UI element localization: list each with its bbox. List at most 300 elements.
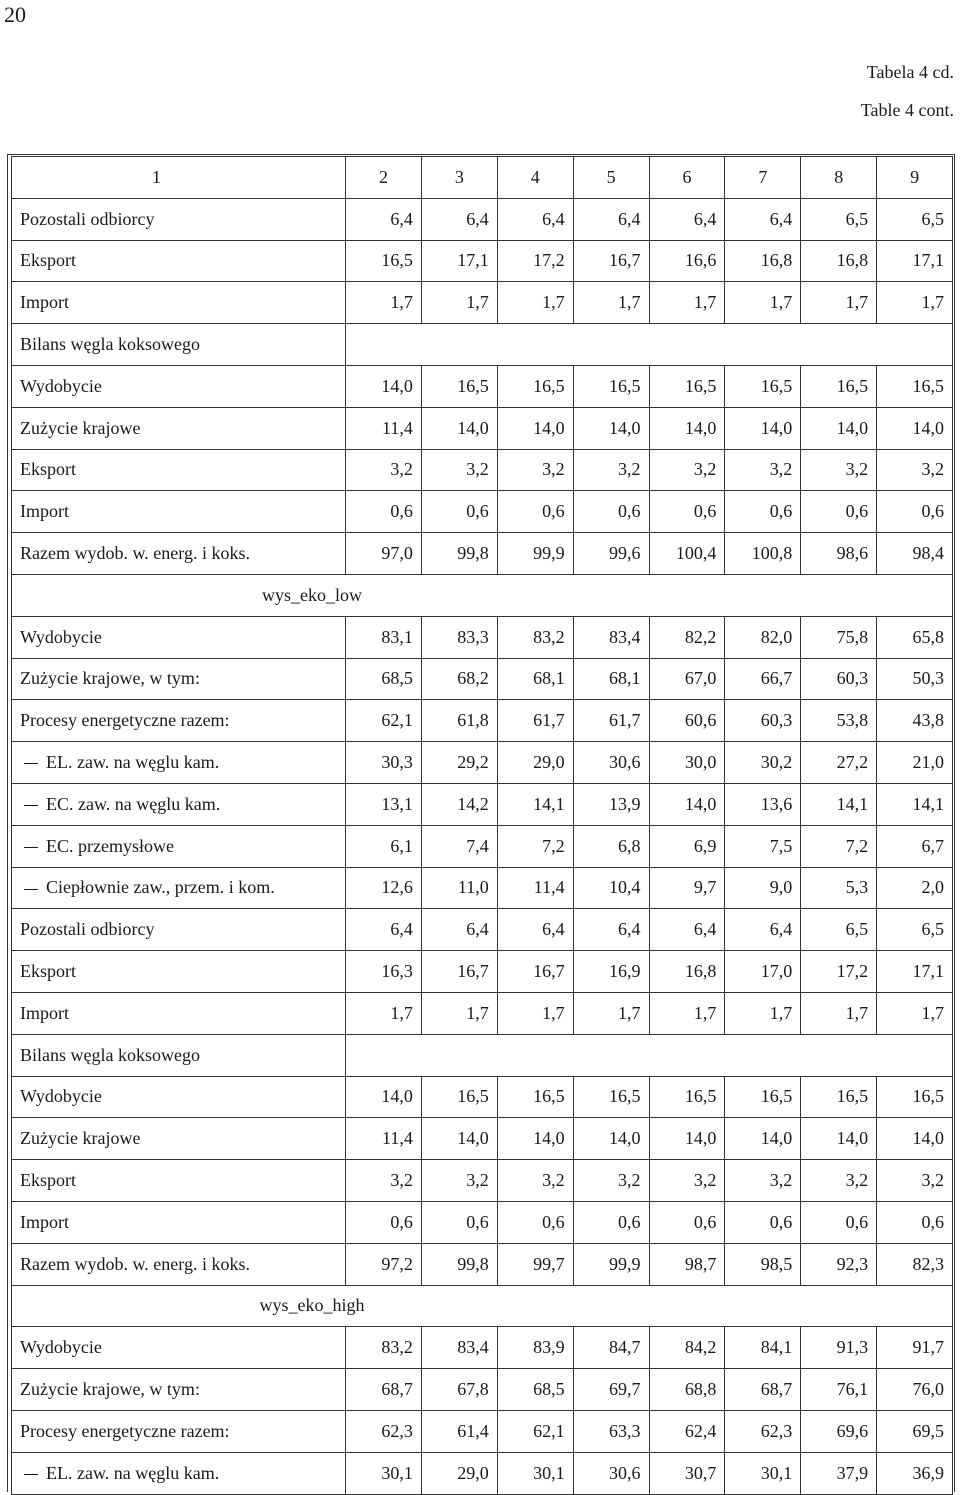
value-cell: 14,0: [346, 1076, 422, 1118]
value-cell: 16,5: [421, 1076, 497, 1118]
row-label: Procesy energetyczne razem:: [20, 710, 230, 731]
value-cell: 14,0: [421, 407, 497, 449]
value-cell: 0,6: [346, 1201, 422, 1243]
table-row: [12, 1369, 953, 1411]
row-label-cell: [12, 992, 346, 1034]
table-row: [12, 616, 953, 658]
row-label: EC. przemysłowe: [46, 835, 174, 856]
value-cell: 14,0: [497, 1118, 573, 1160]
table-row: [12, 198, 953, 240]
value-cell: 0,6: [877, 491, 953, 533]
row-label-cell: [12, 449, 346, 491]
value-cell: 68,5: [346, 658, 422, 700]
data-table: [11, 156, 953, 1495]
value-cell: 16,5: [649, 1076, 725, 1118]
value-cell: 6,4: [497, 198, 573, 240]
table-row: [12, 1327, 953, 1369]
row-label: Eksport: [20, 459, 76, 480]
value-cell: 99,8: [421, 1243, 497, 1285]
value-cell: 1,7: [877, 992, 953, 1034]
value-cell: 83,9: [497, 1327, 573, 1369]
table-row: [12, 951, 953, 993]
value-cell: 14,0: [725, 407, 801, 449]
value-cell: 14,1: [877, 783, 953, 825]
value-cell: 62,1: [497, 1410, 573, 1452]
row-label: Zużycie krajowe, w tym:: [20, 668, 200, 689]
table-row: [12, 867, 953, 909]
value-cell: 14,0: [649, 783, 725, 825]
row-label: Razem wydob. w. energ. i koks.: [20, 1253, 250, 1274]
row-label-cell: [12, 324, 346, 366]
column-header: 3: [421, 157, 497, 199]
value-cell: 91,7: [877, 1327, 953, 1369]
value-cell: 100,8: [725, 533, 801, 575]
value-cell: 6,4: [573, 909, 649, 951]
value-cell: 16,5: [801, 365, 877, 407]
value-cell: 30,0: [649, 742, 725, 784]
table-row: [12, 1034, 953, 1076]
value-cell: 29,0: [421, 1452, 497, 1494]
empty-value-cell: [346, 324, 953, 366]
value-cell: 6,5: [877, 198, 953, 240]
value-cell: 16,9: [573, 951, 649, 993]
value-cell: 9,7: [649, 867, 725, 909]
value-cell: 9,0: [725, 867, 801, 909]
table-row: [12, 658, 953, 700]
row-label: Wydobycie: [20, 1086, 102, 1107]
value-cell: 14,0: [877, 407, 953, 449]
value-cell: 1,7: [801, 282, 877, 324]
value-cell: 16,5: [497, 365, 573, 407]
value-cell: 30,1: [346, 1452, 422, 1494]
value-cell: 16,5: [573, 1076, 649, 1118]
value-cell: 62,3: [725, 1410, 801, 1452]
value-cell: 99,9: [573, 1243, 649, 1285]
value-cell: 84,1: [725, 1327, 801, 1369]
row-label: Eksport: [20, 961, 76, 982]
value-cell: 14,0: [725, 1118, 801, 1160]
value-cell: 61,7: [497, 700, 573, 742]
value-cell: 62,4: [649, 1410, 725, 1452]
value-cell: 3,2: [573, 449, 649, 491]
value-cell: 6,5: [801, 198, 877, 240]
value-cell: 50,3: [877, 658, 953, 700]
value-cell: 14,0: [801, 1118, 877, 1160]
value-cell: 83,2: [497, 616, 573, 658]
table-row: [12, 1118, 953, 1160]
value-cell: 1,7: [497, 992, 573, 1034]
column-header: 6: [649, 157, 725, 199]
row-label: Import: [20, 1211, 69, 1232]
value-cell: 6,5: [801, 909, 877, 951]
value-cell: 16,8: [801, 240, 877, 282]
value-cell: 14,0: [649, 407, 725, 449]
table-row: [12, 240, 953, 282]
value-cell: 83,2: [346, 1327, 422, 1369]
table-row: [12, 491, 953, 533]
value-cell: 82,2: [649, 616, 725, 658]
row-label: Eksport: [20, 250, 76, 271]
value-cell: 83,4: [421, 1327, 497, 1369]
value-cell: 65,8: [877, 616, 953, 658]
value-cell: 6,4: [573, 198, 649, 240]
column-header: 9: [877, 157, 953, 199]
value-cell: 75,8: [801, 616, 877, 658]
value-cell: 0,6: [421, 491, 497, 533]
value-cell: 16,5: [877, 1076, 953, 1118]
column-header: 2: [346, 157, 422, 199]
value-cell: 6,9: [649, 825, 725, 867]
value-cell: 16,5: [346, 240, 422, 282]
value-cell: 98,5: [725, 1243, 801, 1285]
row-label: Pozostali odbiorcy: [20, 208, 155, 229]
value-cell: 69,5: [877, 1410, 953, 1452]
row-label-cell: [12, 198, 346, 240]
row-label: Zużycie krajowe: [20, 1128, 141, 1149]
column-header: 8: [801, 157, 877, 199]
value-cell: 66,7: [725, 658, 801, 700]
table-row: [12, 1410, 953, 1452]
value-cell: 99,9: [497, 533, 573, 575]
value-cell: 1,7: [725, 282, 801, 324]
value-cell: 68,5: [497, 1369, 573, 1411]
value-cell: 14,1: [497, 783, 573, 825]
row-label: Wydobycie: [20, 626, 102, 647]
value-cell: 0,6: [649, 491, 725, 533]
value-cell: 0,6: [421, 1201, 497, 1243]
value-cell: 29,2: [421, 742, 497, 784]
value-cell: 1,7: [421, 282, 497, 324]
value-cell: 37,9: [801, 1452, 877, 1494]
value-cell: 68,1: [497, 658, 573, 700]
value-cell: 17,1: [877, 240, 953, 282]
value-cell: 0,6: [497, 491, 573, 533]
value-cell: 97,0: [346, 533, 422, 575]
value-cell: 99,6: [573, 533, 649, 575]
row-label-cell: [12, 491, 346, 533]
value-cell: 1,7: [346, 282, 422, 324]
table-row: [12, 700, 953, 742]
row-label: Procesy energetyczne razem:: [20, 1420, 230, 1441]
row-label: Zużycie krajowe: [20, 417, 141, 438]
dash-marker: [24, 805, 38, 806]
value-cell: 3,2: [421, 449, 497, 491]
value-cell: 83,4: [573, 616, 649, 658]
table-row: [12, 1452, 953, 1494]
column-header: 1: [12, 157, 346, 199]
value-cell: 98,6: [801, 533, 877, 575]
section-header-row: [12, 1285, 953, 1327]
column-header: 5: [573, 157, 649, 199]
value-cell: 91,3: [801, 1327, 877, 1369]
dash-marker: [24, 1474, 38, 1475]
row-label-cell: [12, 282, 346, 324]
value-cell: 3,2: [877, 1160, 953, 1202]
value-cell: 0,6: [573, 491, 649, 533]
value-cell: 0,6: [801, 1201, 877, 1243]
value-cell: 3,2: [801, 449, 877, 491]
value-cell: 68,2: [421, 658, 497, 700]
value-cell: 7,2: [497, 825, 573, 867]
value-cell: 83,3: [421, 616, 497, 658]
value-cell: 6,4: [421, 909, 497, 951]
row-label: Zużycie krajowe, w tym:: [20, 1379, 200, 1399]
row-label-cell: [12, 783, 346, 825]
row-label-cell: [12, 1160, 346, 1202]
value-cell: 76,0: [877, 1369, 953, 1411]
value-cell: 43,8: [877, 700, 953, 742]
value-cell: 14,0: [801, 407, 877, 449]
table-caption-polish: Tabela 4 cd.: [866, 62, 954, 82]
value-cell: 16,5: [649, 365, 725, 407]
value-cell: 30,6: [573, 742, 649, 784]
value-cell: 1,7: [801, 992, 877, 1034]
value-cell: 3,2: [573, 1160, 649, 1202]
value-cell: 16,3: [346, 951, 422, 993]
table-row: [12, 1076, 953, 1118]
row-label-cell: [12, 1452, 346, 1494]
value-cell: 6,4: [649, 909, 725, 951]
value-cell: 17,1: [421, 240, 497, 282]
value-cell: 12,6: [346, 867, 422, 909]
value-cell: 36,9: [877, 1452, 953, 1494]
row-label-cell: [12, 1410, 346, 1452]
value-cell: 1,7: [725, 992, 801, 1034]
value-cell: 7,5: [725, 825, 801, 867]
value-cell: 14,0: [346, 365, 422, 407]
table-row: [12, 324, 953, 366]
row-label: Pozostali odbiorcy: [20, 919, 155, 940]
row-label-cell: [12, 867, 346, 909]
table-row: [12, 1160, 953, 1202]
value-cell: 99,8: [421, 533, 497, 575]
row-label-cell: [12, 1034, 346, 1076]
table-row: [12, 825, 953, 867]
table-row: [12, 533, 953, 575]
section-header-cell: [12, 574, 953, 616]
value-cell: 16,8: [649, 951, 725, 993]
value-cell: 16,5: [801, 1076, 877, 1118]
table-header-row: [12, 157, 953, 199]
value-cell: 1,7: [649, 992, 725, 1034]
value-cell: 84,2: [649, 1327, 725, 1369]
value-cell: 6,1: [346, 825, 422, 867]
value-cell: 1,7: [573, 282, 649, 324]
value-cell: 16,7: [573, 240, 649, 282]
row-label: Ciepłownie zaw., przem. i kom.: [46, 877, 275, 898]
value-cell: 16,6: [649, 240, 725, 282]
value-cell: 68,7: [725, 1369, 801, 1411]
section-title: wys_eko_low: [262, 584, 362, 605]
row-label-cell: [12, 1327, 346, 1369]
value-cell: 16,5: [573, 365, 649, 407]
value-cell: 97,2: [346, 1243, 422, 1285]
value-cell: 11,4: [497, 867, 573, 909]
row-label: Bilans węgla koksowego: [20, 1044, 200, 1065]
value-cell: 62,3: [346, 1410, 422, 1452]
value-cell: 60,3: [725, 700, 801, 742]
value-cell: 1,7: [573, 992, 649, 1034]
value-cell: 83,1: [346, 616, 422, 658]
value-cell: 82,0: [725, 616, 801, 658]
value-cell: 11,4: [346, 407, 422, 449]
row-label-cell: [12, 240, 346, 282]
value-cell: 82,3: [877, 1243, 953, 1285]
row-label: Razem wydob. w. energ. i koks.: [20, 543, 250, 564]
value-cell: 98,4: [877, 533, 953, 575]
value-cell: 61,4: [421, 1410, 497, 1452]
value-cell: 11,0: [421, 867, 497, 909]
row-label: EL. zaw. na węglu kam.: [46, 1462, 220, 1483]
page-number: 20: [4, 2, 26, 27]
row-label-cell: [12, 1369, 346, 1411]
table-row: [12, 365, 953, 407]
table-caption-english: Table 4 cont.: [860, 100, 954, 120]
value-cell: 6,4: [346, 198, 422, 240]
row-label-cell: [12, 1243, 346, 1285]
value-cell: 6,4: [421, 198, 497, 240]
row-label-cell: [12, 700, 346, 742]
value-cell: 0,6: [801, 491, 877, 533]
value-cell: 3,2: [801, 1160, 877, 1202]
row-label: Wydobycie: [20, 375, 102, 396]
value-cell: 6,4: [649, 198, 725, 240]
section-header-row: [12, 574, 953, 616]
value-cell: 30,2: [725, 742, 801, 784]
value-cell: 21,0: [877, 742, 953, 784]
value-cell: 3,2: [649, 1160, 725, 1202]
value-cell: 2,0: [877, 867, 953, 909]
row-label: EC. zaw. na węglu kam.: [46, 793, 221, 814]
value-cell: 0,6: [725, 1201, 801, 1243]
value-cell: 6,7: [877, 825, 953, 867]
value-cell: 68,7: [346, 1369, 422, 1411]
value-cell: 0,6: [573, 1201, 649, 1243]
value-cell: 84,7: [573, 1327, 649, 1369]
value-cell: 27,2: [801, 742, 877, 784]
column-header: 7: [725, 157, 801, 199]
value-cell: 30,1: [725, 1452, 801, 1494]
value-cell: 99,7: [497, 1243, 573, 1285]
value-cell: 6,8: [573, 825, 649, 867]
value-cell: 14,0: [497, 407, 573, 449]
table-row: [12, 282, 953, 324]
value-cell: 60,3: [801, 658, 877, 700]
value-cell: 1,7: [346, 992, 422, 1034]
table-row: [12, 909, 953, 951]
value-cell: 16,7: [421, 951, 497, 993]
table-row: [12, 1201, 953, 1243]
value-cell: 6,4: [346, 909, 422, 951]
value-cell: 6,5: [877, 909, 953, 951]
value-cell: 16,5: [877, 365, 953, 407]
value-cell: 0,6: [649, 1201, 725, 1243]
value-cell: 68,1: [573, 658, 649, 700]
value-cell: 1,7: [497, 282, 573, 324]
value-cell: 3,2: [346, 1160, 422, 1202]
row-label-cell: [12, 1118, 346, 1160]
value-cell: 3,2: [346, 449, 422, 491]
row-label-cell: [12, 1201, 346, 1243]
value-cell: 3,2: [725, 449, 801, 491]
value-cell: 98,7: [649, 1243, 725, 1285]
value-cell: 17,2: [497, 240, 573, 282]
row-label: Eksport: [20, 1170, 76, 1191]
value-cell: 14,0: [573, 407, 649, 449]
value-cell: 10,4: [573, 867, 649, 909]
table-row: [12, 449, 953, 491]
value-cell: 0,6: [725, 491, 801, 533]
value-cell: 3,2: [649, 449, 725, 491]
value-cell: 68,8: [649, 1369, 725, 1411]
row-label-cell: [12, 825, 346, 867]
value-cell: 14,1: [801, 783, 877, 825]
table-body: [12, 157, 953, 1495]
value-cell: 92,3: [801, 1243, 877, 1285]
value-cell: 30,6: [573, 1452, 649, 1494]
value-cell: 5,3: [801, 867, 877, 909]
dash-marker: [24, 889, 38, 890]
row-label-cell: [12, 909, 346, 951]
value-cell: 14,0: [877, 1118, 953, 1160]
row-label: Bilans węgla koksowego: [20, 334, 200, 355]
value-cell: 3,2: [497, 1160, 573, 1202]
table-row: [12, 1243, 953, 1285]
value-cell: 60,6: [649, 700, 725, 742]
value-cell: 0,6: [877, 1201, 953, 1243]
value-cell: 6,4: [725, 198, 801, 240]
value-cell: 61,7: [573, 700, 649, 742]
row-label-cell: [12, 533, 346, 575]
table-row: [12, 407, 953, 449]
table-row: [12, 992, 953, 1034]
row-label-cell: [12, 365, 346, 407]
value-cell: 16,5: [497, 1076, 573, 1118]
value-cell: 63,3: [573, 1410, 649, 1452]
value-cell: 3,2: [421, 1160, 497, 1202]
value-cell: 6,4: [497, 909, 573, 951]
row-label: Wydobycie: [20, 1337, 102, 1358]
value-cell: 69,6: [801, 1410, 877, 1452]
value-cell: 3,2: [877, 449, 953, 491]
dash-marker: [24, 847, 38, 848]
value-cell: 16,5: [725, 1076, 801, 1118]
value-cell: 67,8: [421, 1369, 497, 1411]
value-cell: 14,2: [421, 783, 497, 825]
row-label: Import: [20, 1002, 69, 1023]
value-cell: 13,1: [346, 783, 422, 825]
value-cell: 17,2: [801, 951, 877, 993]
row-label: EL. zaw. na węglu kam.: [46, 752, 220, 773]
value-cell: 16,8: [725, 240, 801, 282]
value-cell: 100,4: [649, 533, 725, 575]
row-label: Import: [20, 292, 69, 313]
value-cell: 14,0: [649, 1118, 725, 1160]
value-cell: 13,9: [573, 783, 649, 825]
value-cell: 69,7: [573, 1369, 649, 1411]
row-label-cell: [12, 407, 346, 449]
table-row: [12, 783, 953, 825]
empty-value-cell: [346, 1034, 953, 1076]
value-cell: 53,8: [801, 700, 877, 742]
table-row: [12, 742, 953, 784]
value-cell: 14,0: [573, 1118, 649, 1160]
value-cell: 16,7: [497, 951, 573, 993]
value-cell: 16,5: [421, 365, 497, 407]
value-cell: 1,7: [421, 992, 497, 1034]
value-cell: 0,6: [346, 491, 422, 533]
value-cell: 16,5: [725, 365, 801, 407]
